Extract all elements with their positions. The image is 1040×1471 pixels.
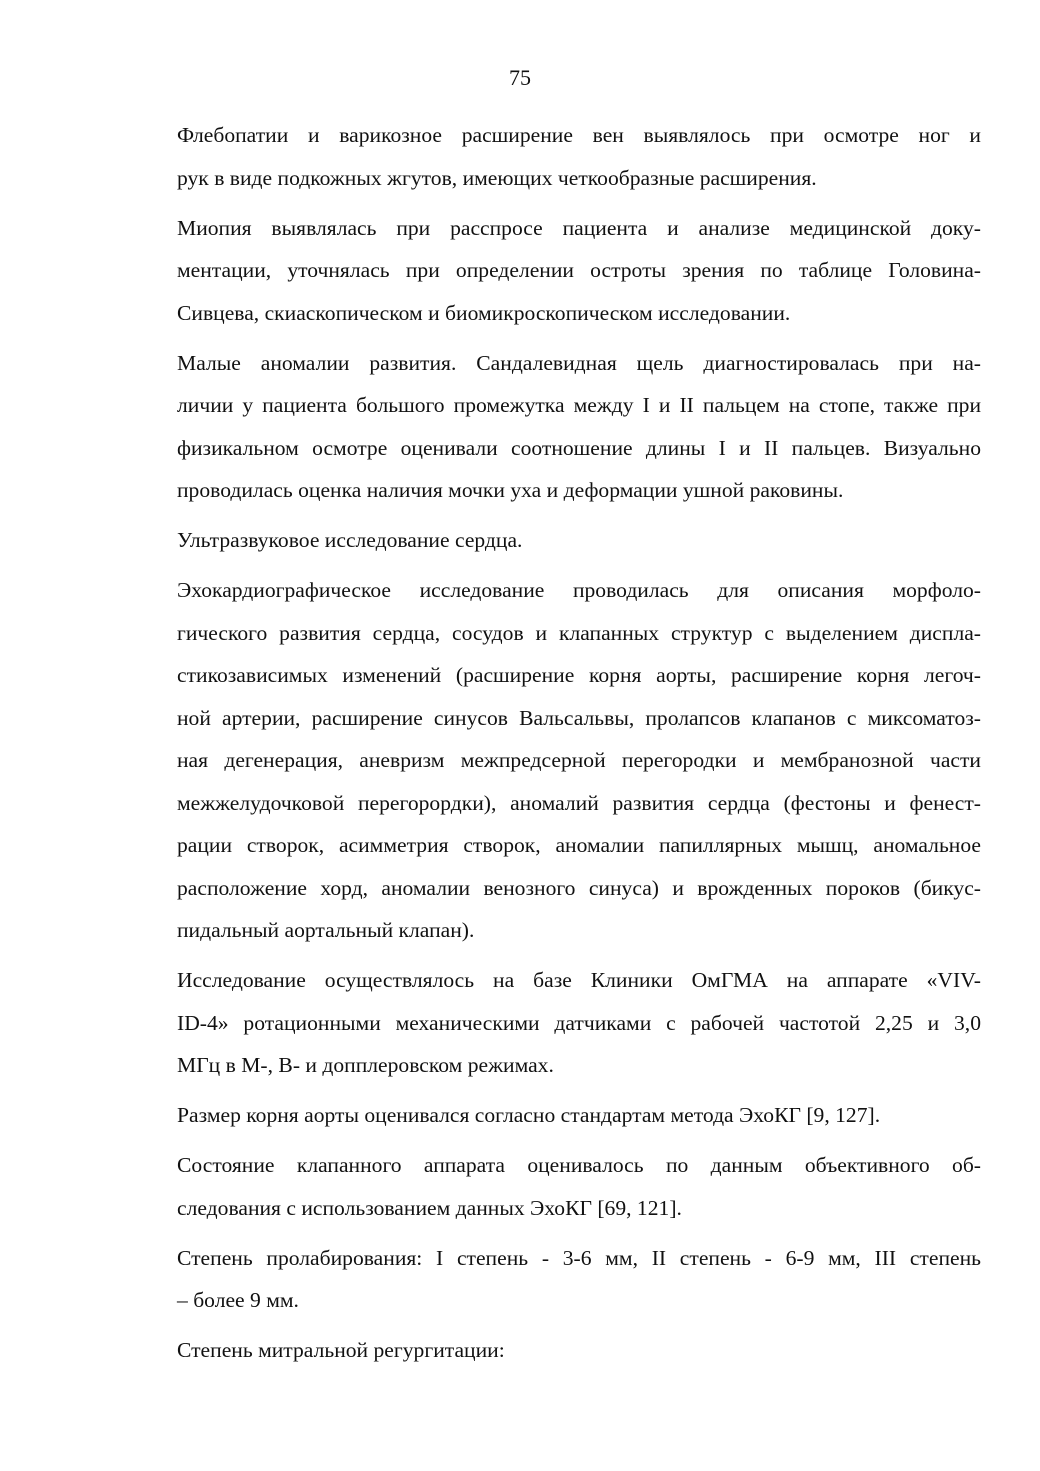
text-line: проводилась оценка наличия мочки уха и деформации ушной раковины. — [177, 478, 844, 502]
text-line: личии у пациента большого промежутка между I и II пальцем на стопе, также при — [177, 393, 981, 417]
page-number: 75 — [509, 65, 531, 90]
text-line: ментации, уточнялась при определении остроты зрения по таблице Головина- — [177, 258, 981, 282]
text-line: Ультразвуковое исследование сердца. — [177, 528, 523, 552]
paragraph-minor-anomalies — [117, 342, 981, 512]
text-line: Миопия выявлялась при расспросе пациента и анализе медицинской доку- — [177, 215, 981, 240]
text-line: следования с использованием данных ЭхоКГ [69, 121]. — [177, 1195, 682, 1220]
document-body — [117, 114, 981, 1379]
text-line: Сивцева, скиаскопическом и биомикроскопическом исследовании. — [177, 300, 791, 325]
text-line: межжелудочковой перегорордки), аномалий развития сердца (фестоны и фенест- — [177, 790, 981, 815]
text-line: Малые аномалии развития. Сандалевидная щель диагностировалась при на- — [177, 350, 981, 375]
text-line: стикозависимых изменений (расширение корня аорты, расширение корня легоч- — [177, 663, 981, 687]
paragraph-ultrasound-heading — [117, 519, 981, 562]
text-line: Эхокардиографическое исследование проводилась для описания морфоло- — [177, 578, 981, 602]
paragraph-mitral-regurgitation — [117, 1329, 981, 1372]
text-line: Степень митральной регургитации: — [177, 1338, 505, 1362]
text-line: пидальный аортальный клапан). — [177, 918, 475, 942]
text-line: Флебопатии и варикозное расширение вен выявлялось при осмотре ног и — [177, 123, 981, 147]
paragraph-prolapse-degree — [117, 1237, 981, 1322]
text-line: – более 9 мм. — [177, 1288, 299, 1312]
text-line: физикальном осмотре оценивали соотношение длины I и II пальцев. Визуально — [177, 435, 981, 460]
text-line: ной артерии, расширение синусов Вальсальвы, пролапсов клапанов с миксоматоз- — [177, 705, 981, 730]
paragraph-equipment — [117, 959, 981, 1087]
text-line: рации створок, асимметрия створок, аномалии папиллярных мышц, аномальное — [177, 833, 981, 857]
text-line: ная дегенерация, аневризм межпредсерной перегородки и мембранозной части — [177, 748, 981, 772]
paragraph-echocardiography — [117, 569, 981, 952]
paragraph-valve-apparatus — [117, 1144, 981, 1229]
text-line: расположение хорд, аномалии венозного синуса) и врожденных пороков (бикус- — [177, 875, 981, 900]
text-line: ID-4» ротационными механическими датчиками с рабочей частотой 2,25 и 3,0 — [177, 1010, 981, 1035]
text-line: Состояние клапанного аппарата оценивалось по данным объективного об- — [177, 1153, 981, 1177]
text-line: гического развития сердца, сосудов и клапанных структур с выделением диспла- — [177, 620, 981, 645]
text-line: рук в виде подкожных жгутов, имеющих четкообразные расширения. — [177, 165, 817, 190]
text-line: Размер корня аорты оценивался согласно стандартам метода ЭхоКГ [9, 127]. — [177, 1103, 881, 1127]
text-line: Исследование осуществлялось на базе Клиники ОмГМА на аппарате «VIV- — [177, 968, 981, 992]
paragraph-phlebopathy — [117, 114, 981, 199]
text-line: Степень пролабирования: I степень - 3-6 мм, II степень - 6-9 мм, III степень — [177, 1245, 981, 1270]
paragraph-aortic-root — [117, 1094, 981, 1137]
paragraph-myopia — [117, 207, 981, 335]
text-line: МГц в М-, В- и допплеровском режимах. — [177, 1053, 554, 1077]
